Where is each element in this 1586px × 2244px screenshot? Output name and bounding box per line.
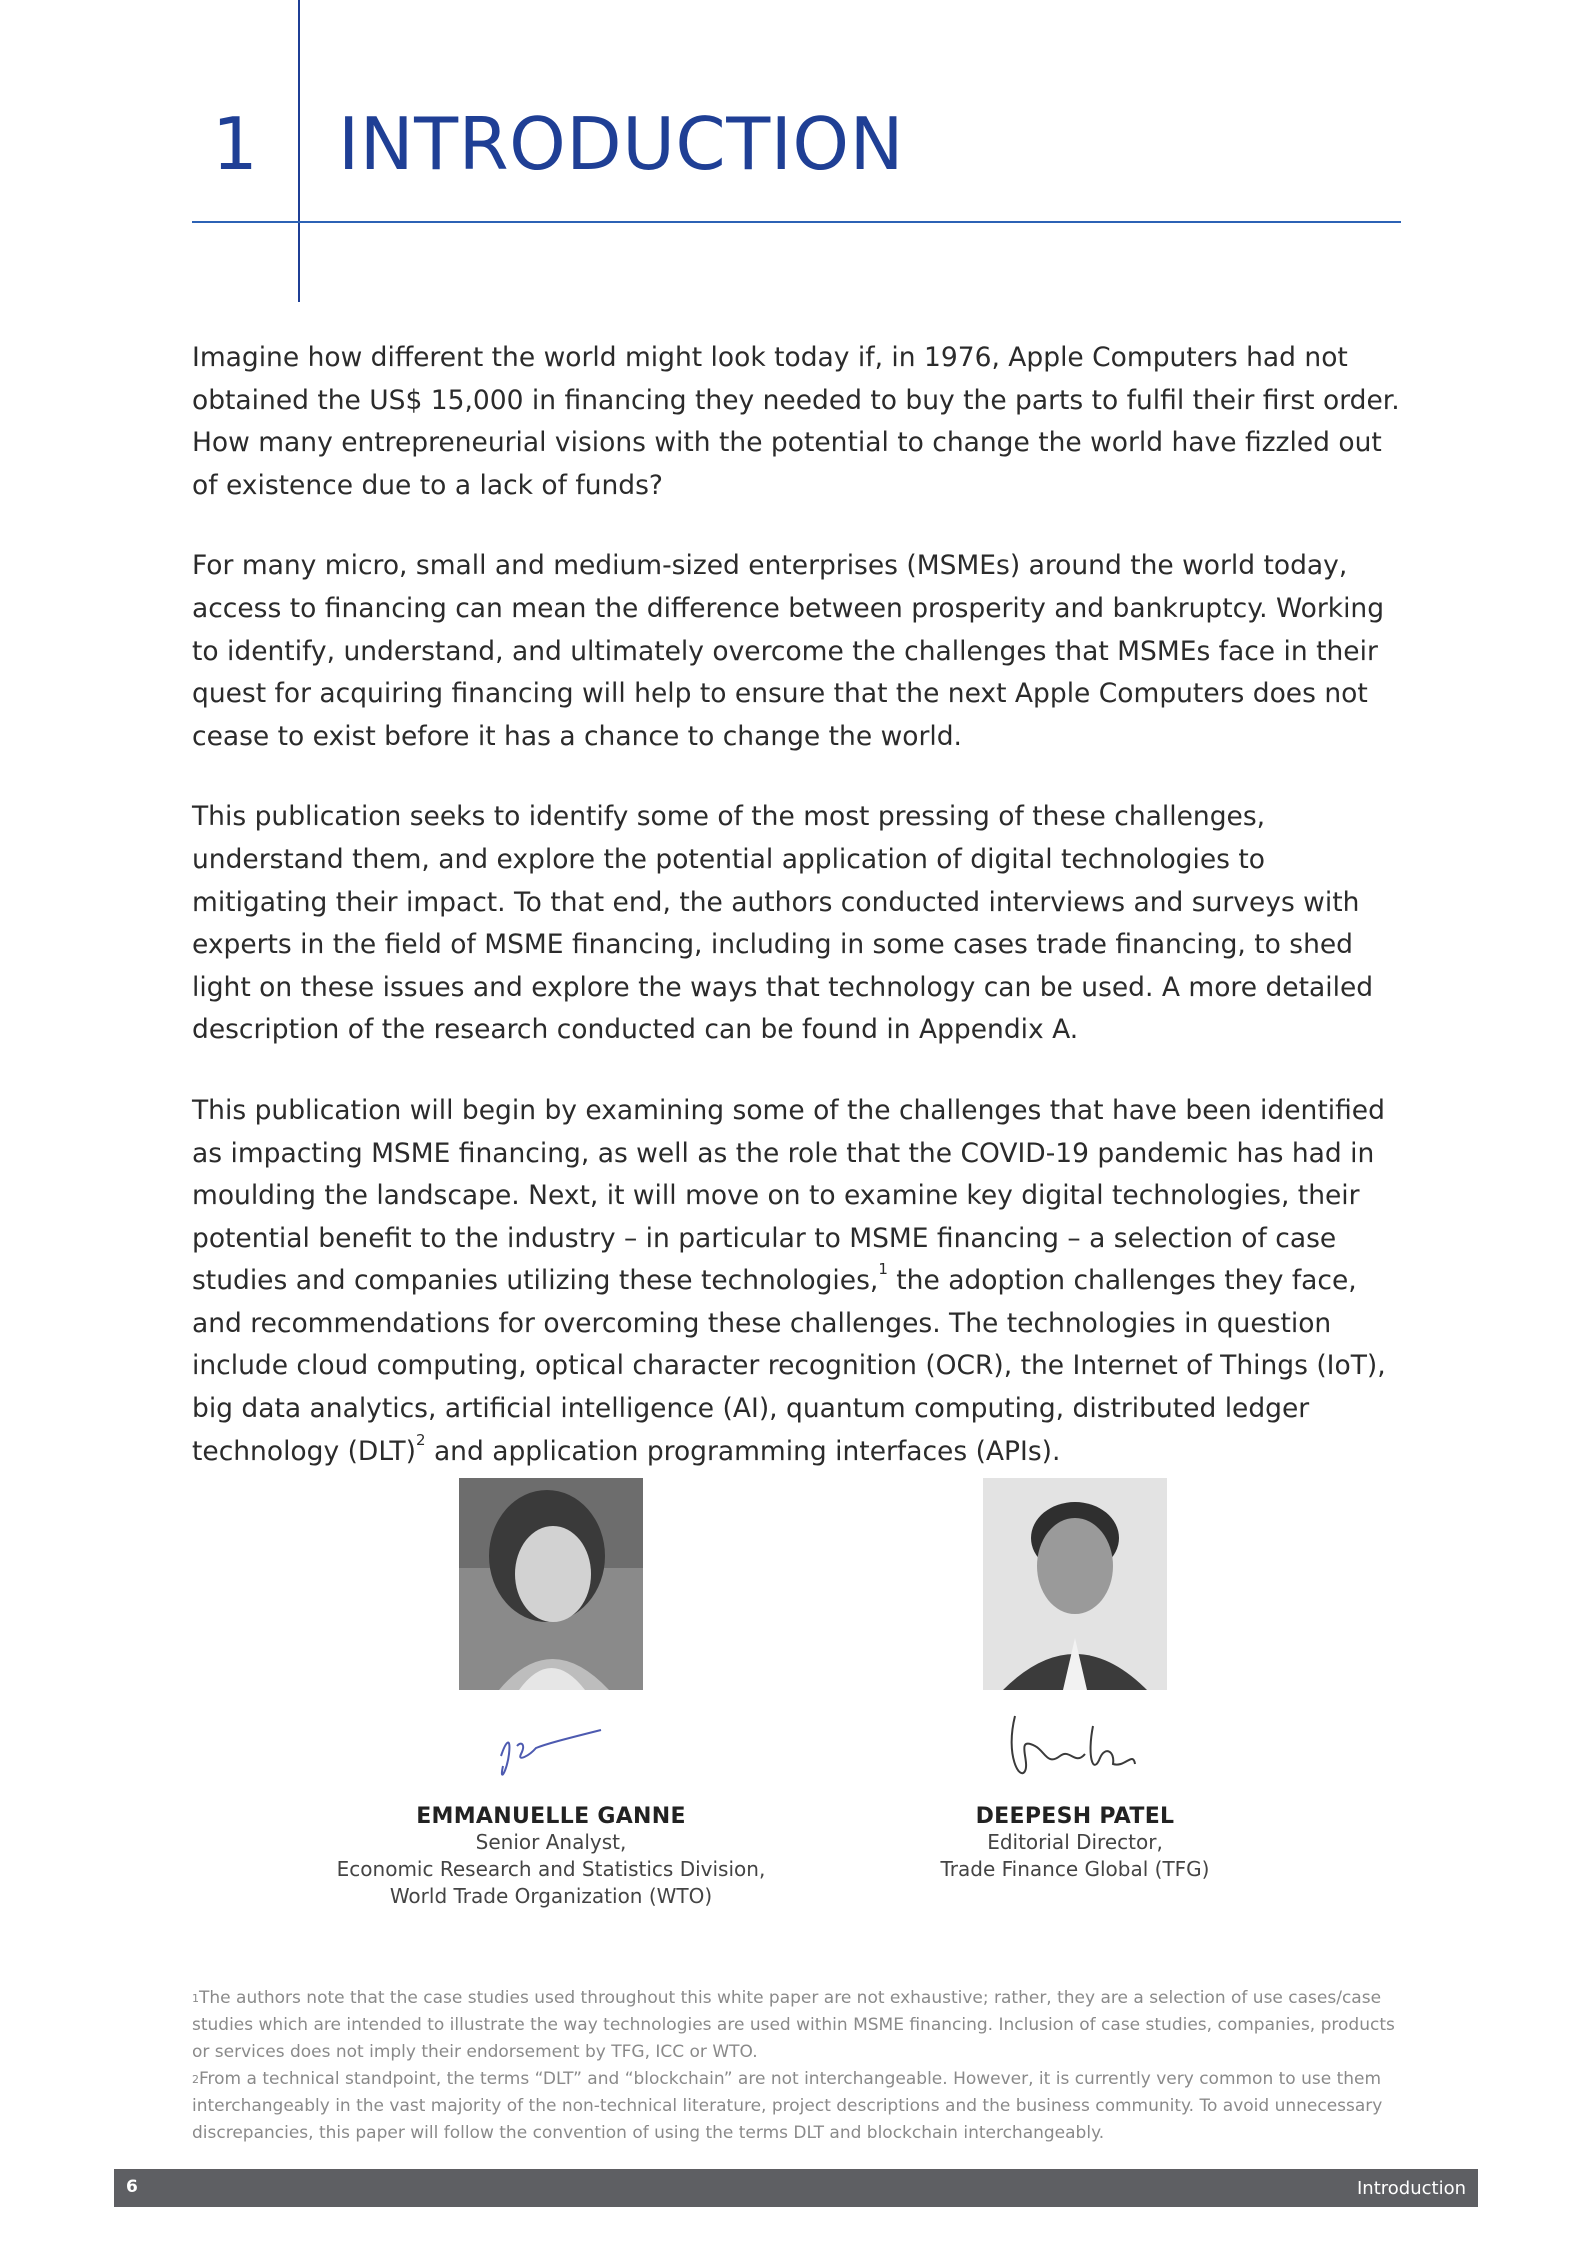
- author-role-ganne-line-2: Economic Research and Statistics Division,: [336, 1857, 766, 1881]
- footnote-2-marker: 2: [192, 2073, 199, 2086]
- author-role-patel-line-1: Editorial Director,: [987, 1830, 1163, 1854]
- footnote-1: [192, 1985, 1404, 2066]
- footnote-2: [192, 2066, 1404, 2147]
- footnote-1-text: The authors note that the case studies used throughout this white paper are not exhaustive; rather, they are a selection of use cases/case studies which are intended to illustrate the way technologies are used within MSME financing. Inclusion of case studies, companies, products or services does not imply their endorsement by TFG, ICC or WTO.: [192, 1988, 1395, 2062]
- author-photo-ganne: [459, 1478, 643, 1690]
- chapter-number: 1: [212, 102, 258, 186]
- paragraph-1: Imagine how different the world might look today if, in 1976, Apple Computers had not obtained the US$ 15,000 in financing they needed to buy the parts to fulfil their first order. How many entrepreneurial visions with the potential to change the world have fizzled out of existence due to a lack of funds?: [192, 342, 1400, 501]
- author-name-patel: DEEPESH PATEL: [975, 1804, 1175, 1829]
- footer-section-label: Introduction: [1356, 2178, 1466, 2199]
- author-role-ganne-line-1: Senior Analyst,: [475, 1830, 627, 1854]
- signature-ganne: [431, 1696, 671, 1802]
- header-vertical-rule: [298, 0, 300, 302]
- author-card-patel: [795, 1478, 1355, 1883]
- paragraph-3: This publication seeks to identify some of the most pressing of these challenges, understand them, and explore the potential application of digital technologies to mitigating their impact. To that end, the authors conducted interviews and surveys with experts in the field of MSME financing, including in some cases trade financing, to shed light on these issues and explore the ways that technology can be used. A more detailed description of the research conducted can be found in Appendix A.: [192, 801, 1374, 1046]
- paragraph-4: [192, 1090, 1404, 1473]
- author-role-patel-line-2: Trade Finance Global (TFG): [940, 1857, 1210, 1881]
- paragraph-4-part-3: and application programming interfaces (APIs).: [425, 1435, 1061, 1467]
- body-text: [192, 337, 1404, 1511]
- paragraph-4-part-2: the adoption challenges they face, and recommendations for overcoming these challenges. The technologies in question include cloud computing, optical character recognition (OCR), the Internet of Things (IoT), big data analytics, artificial intelligence (AI), quantum computing, distributed ledger technology (DLT): [192, 1265, 1386, 1467]
- signature-patel: [955, 1696, 1195, 1802]
- footnote-ref-2[interactable]: 2: [415, 1430, 426, 1449]
- footnote-2-text: From a technical standpoint, the terms “DLT” and “blockchain” are not interchangeable. However, it is currently very common to use them interchangeably in the vast majority of the non-technical literature, project descriptions and the business community. To avoid unnecessary discrepancies, this paper will follow the convention of using the terms DLT and blockchain interchangeably.: [192, 2069, 1383, 2143]
- author-card-ganne: [271, 1478, 831, 1910]
- footnote-1-marker: 1: [192, 1992, 199, 2005]
- author-role-ganne-line-3: World Trade Organization (WTO): [389, 1884, 713, 1908]
- footnotes: [192, 1985, 1404, 2147]
- author-name-ganne: EMMANUELLE GANNE: [416, 1804, 686, 1829]
- footnote-ref-1[interactable]: 1: [878, 1260, 888, 1279]
- header-horizontal-rule: [192, 221, 1401, 223]
- footer-bar: [114, 2169, 1478, 2207]
- paragraph-4-part-1: This publication will begin by examining some of the challenges that have been identified as impacting MSME financing, as well as the role that the COVID-19 pandemic has had in moulding the landscape. Next, it will move on to examine key digital technologies, their potential benefit to the industry – in particular to MSME financing – a selection of case studies and companies utilizing these technologies,: [192, 1094, 1385, 1297]
- page-number: 6: [126, 2177, 138, 2197]
- paragraph-2: For many micro, small and medium-sized enterprises (MSMEs) around the world today, access to financing can mean the difference between prosperity and bankruptcy. Working to identify, understand, and ultimately overcome the challenges that MSMEs face in their quest for acquiring financing will help to ensure that the next Apple Computers does not cease to exist before it has a chance to change the world.: [192, 550, 1385, 752]
- author-photo-patel: [983, 1478, 1167, 1690]
- chapter-title: INTRODUCTION: [338, 102, 904, 186]
